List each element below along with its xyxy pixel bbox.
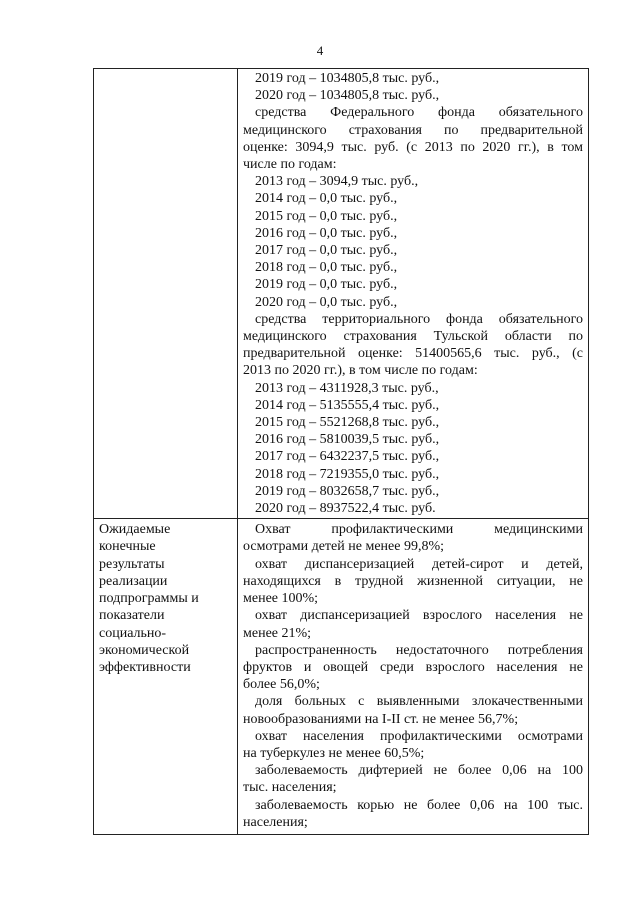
- row-label-line: конечные: [99, 539, 156, 555]
- row-label-line: подпрограммы и: [99, 591, 199, 607]
- table-row: [94, 519, 589, 835]
- page-number: 4: [316, 43, 324, 58]
- text-line: менее 100%;: [243, 591, 319, 607]
- row-label-line: экономической: [99, 642, 190, 658]
- text-line: охват диспансеризацией взрослого населения не: [255, 608, 583, 624]
- text-line: осмотрами детей не менее 99,8%;: [243, 539, 445, 555]
- text-line: 2019 год – 1034805,8 тыс. руб.,: [255, 71, 440, 86]
- table-row: [94, 69, 589, 519]
- row-label-line: показатели: [99, 608, 165, 624]
- text-line: заболеваемость дифтерией не более 0,06 на 100: [255, 763, 583, 779]
- text-line: более 56,0%;: [243, 677, 320, 693]
- text-line: населения;: [243, 814, 308, 830]
- row-label-line: Ожидаемые: [99, 522, 171, 538]
- text-line: 2018 год – 7219355,0 тыс. руб.,: [255, 466, 440, 482]
- text-line: охват населения профилактическими осмотрами: [255, 728, 583, 744]
- text-line: 2015 год – 0,0 тыс. руб.,: [255, 208, 398, 224]
- text-line: менее 21%;: [243, 625, 312, 641]
- text-line: 2013 по 2020 гг.), в том числе по годам:: [243, 363, 478, 379]
- text-line: на туберкулез не менее 60,5%;: [243, 745, 425, 761]
- text-line: 2013 год – 4311928,3 тыс. руб.,: [255, 380, 439, 396]
- text-line: охват диспансеризацией детей-сирот и детей,: [255, 556, 583, 572]
- text-line: 2020 год – 8937522,4 тыс. руб.: [255, 501, 436, 517]
- text-line: средства Федерального фонда обязательного: [255, 105, 583, 121]
- row-label-cell: [94, 69, 238, 519]
- text-line: находящихся в трудной жизненной ситуации, не: [243, 573, 583, 589]
- text-line: 2018 год – 0,0 тыс. руб.,: [255, 260, 398, 276]
- text-line: заболеваемость корью не более 0,06 на 100 тыс.: [255, 797, 583, 813]
- text-line: 2020 год – 0,0 тыс. руб.,: [255, 294, 398, 310]
- text-line: 2016 год – 5810039,5 тыс. руб.,: [255, 432, 440, 448]
- text-line: Охват профилактическими медицинскими: [255, 522, 583, 538]
- text-line: 2014 год – 5135555,4 тыс. руб.,: [255, 397, 440, 413]
- row-label-line: социально-: [99, 625, 167, 641]
- row-content-cell: [238, 519, 589, 835]
- text-line: 2019 год – 8032658,7 тыс. руб.,: [255, 483, 440, 499]
- row-content-cell: [238, 69, 589, 519]
- text-line: 2020 год – 1034805,8 тыс. руб.,: [255, 88, 440, 104]
- text-line: 2014 год – 0,0 тыс. руб.,: [255, 191, 398, 207]
- text-line: 2019 год – 0,0 тыс. руб.,: [255, 277, 398, 293]
- row-label-line: реализации: [99, 573, 168, 589]
- text-line: фруктов и овощей среди взрослого населения не: [243, 659, 583, 675]
- text-line: 2017 год – 6432237,5 тыс. руб.,: [255, 449, 440, 465]
- text-line: предварительной оценке: 51400565,6 тыс. руб., (с: [243, 346, 583, 362]
- text-line: 2016 год – 0,0 тыс. руб.,: [255, 225, 398, 241]
- text-line: оценке: 3094,9 тыс. руб. (с 2013 по 2020 гг.), в том: [243, 139, 583, 155]
- text-line: 2015 год – 5521268,8 тыс. руб.,: [255, 415, 440, 431]
- text-line: тыс. населения;: [243, 780, 337, 796]
- row-label-line: эффективности: [99, 659, 191, 675]
- text-line: медицинского страхования Тульской области по: [243, 329, 583, 345]
- text-line: 2013 год – 3094,9 тыс. руб.,: [255, 174, 419, 190]
- row-label-cell: [94, 519, 238, 835]
- text-line: новообразованиями на I-II ст. не менее 56,7%;: [243, 711, 519, 727]
- text-line: медицинского страхования по предварительной: [243, 122, 583, 138]
- text-line: распространенность недостаточного потребления: [255, 642, 583, 658]
- text-line: доля больных с выявленными злокачественными: [255, 694, 583, 710]
- text-line: числе по годам:: [243, 157, 337, 173]
- text-line: средства территориального фонда обязательного: [255, 311, 583, 327]
- passport-table: [93, 68, 589, 835]
- row-label-line: результаты: [99, 556, 165, 572]
- text-line: 2017 год – 0,0 тыс. руб.,: [255, 243, 398, 259]
